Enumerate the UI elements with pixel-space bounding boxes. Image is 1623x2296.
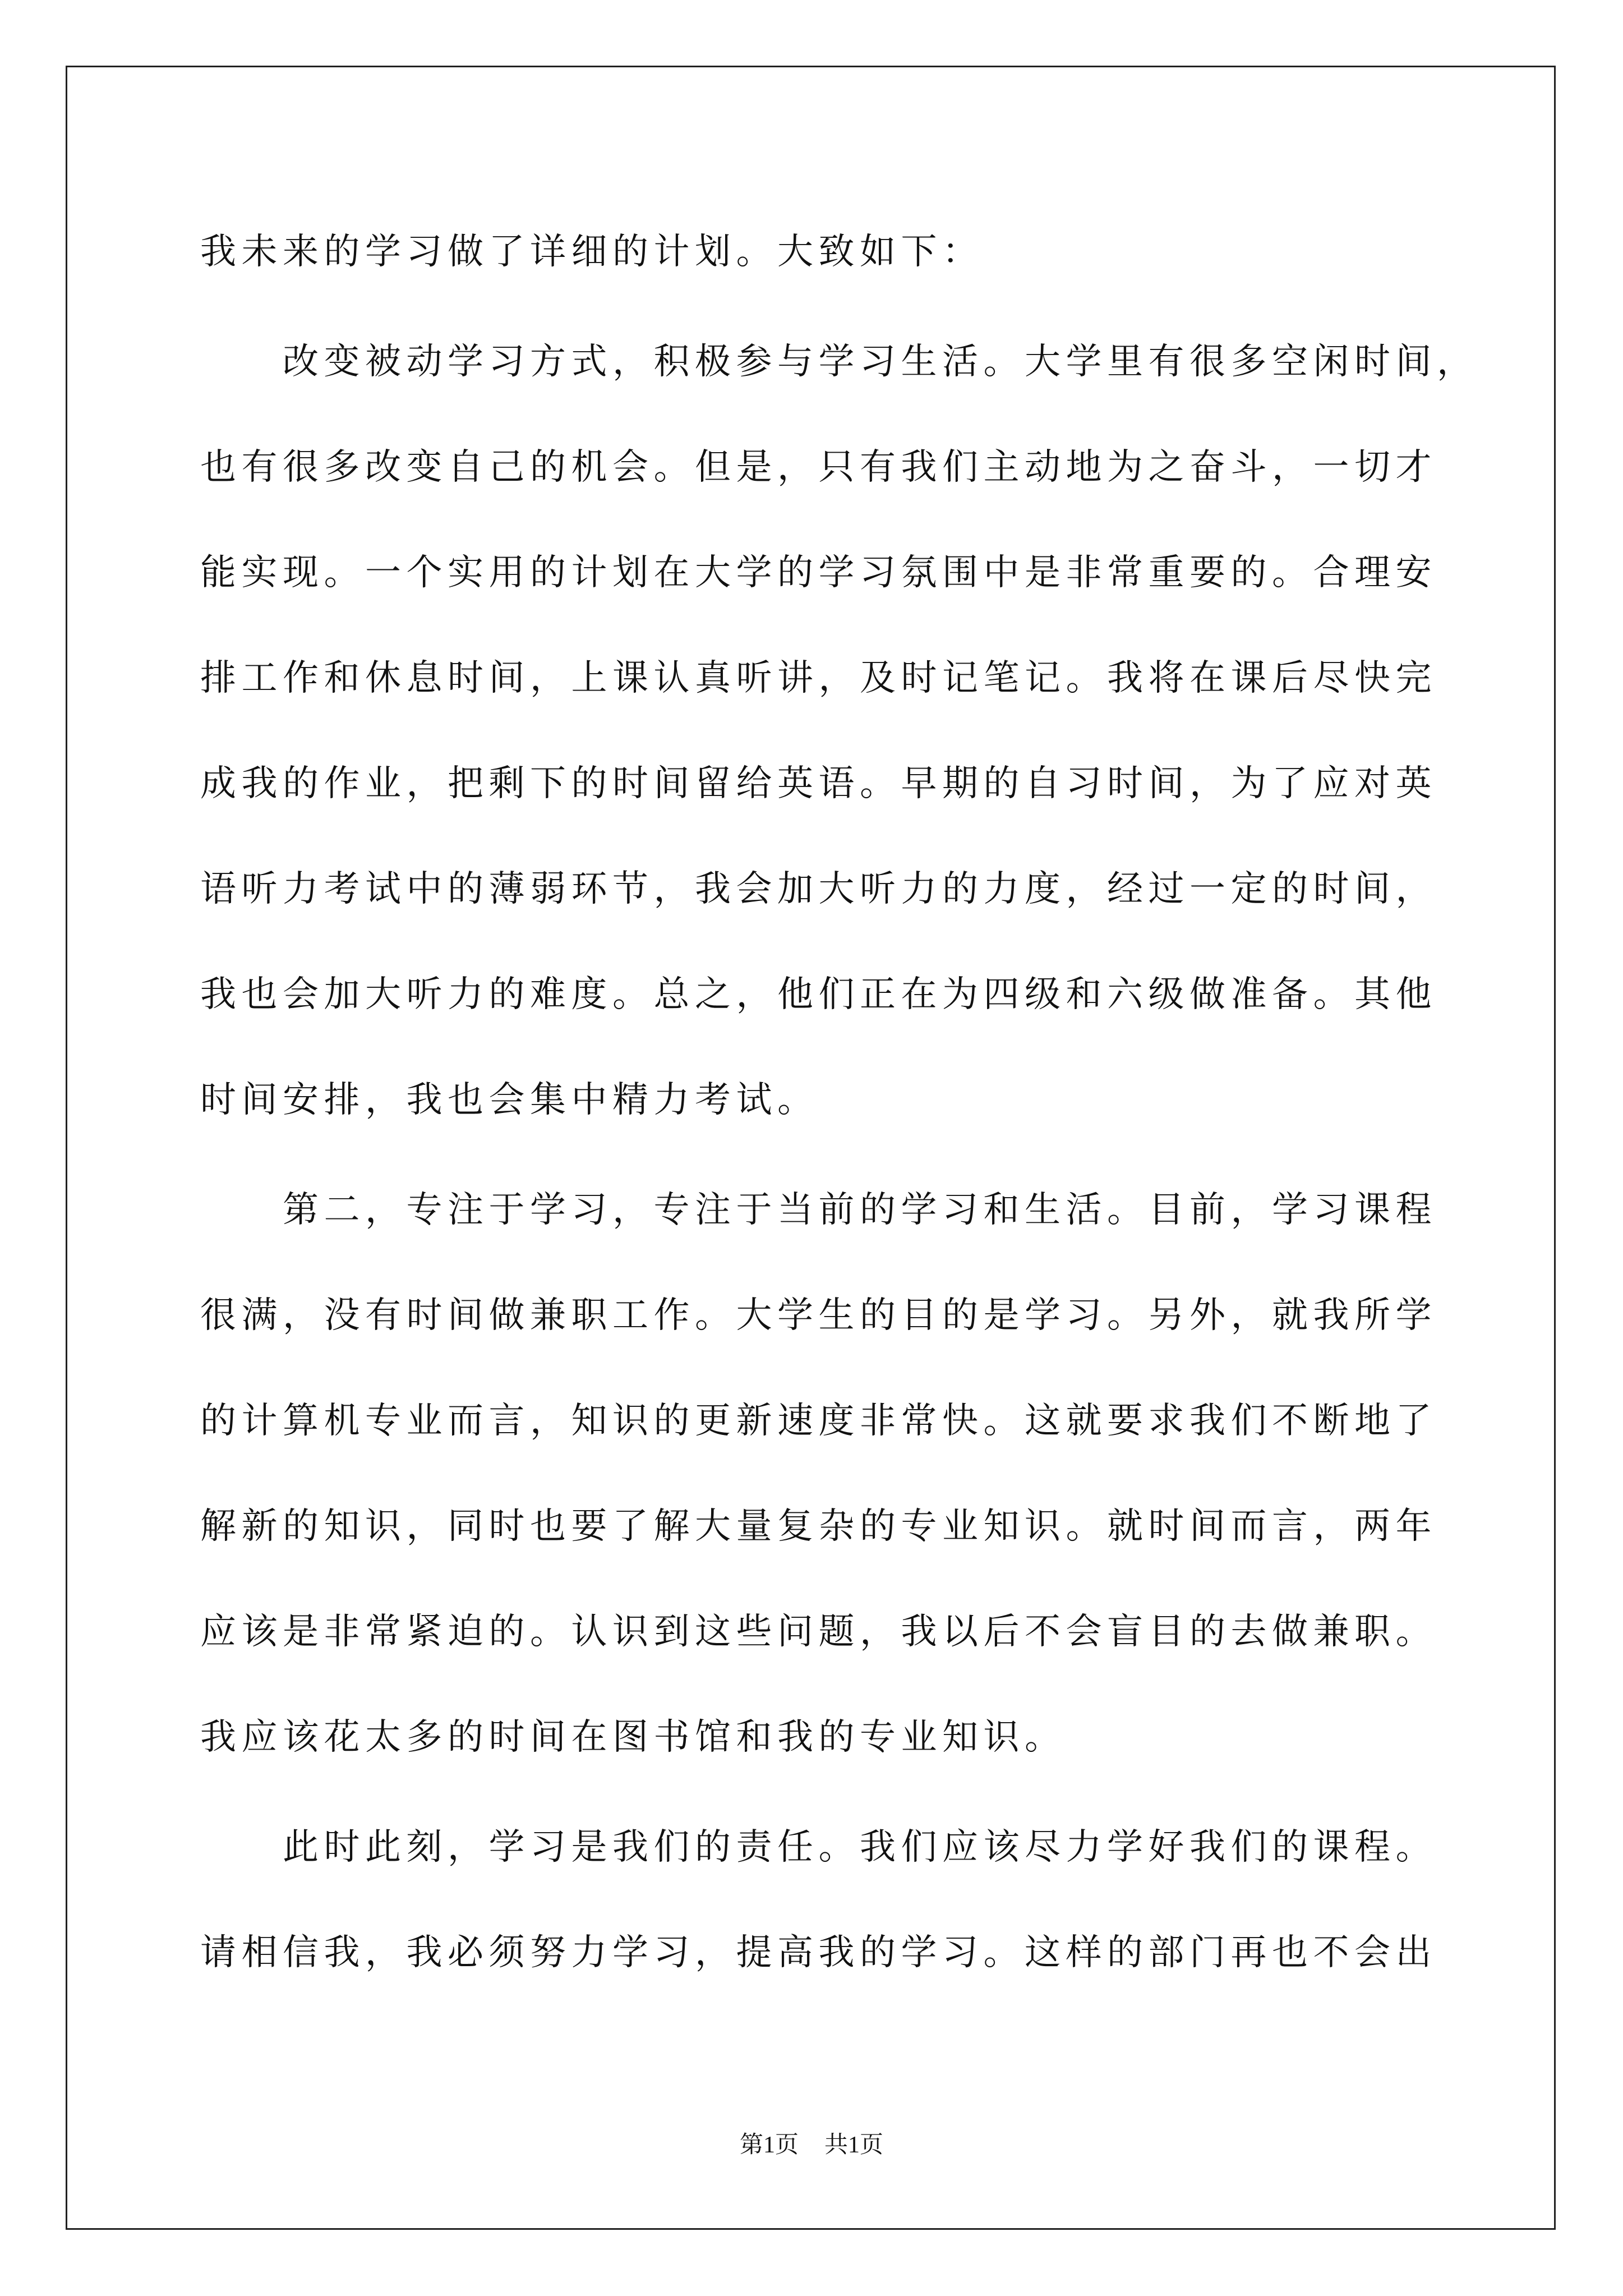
text-line: 也有很多改变自己的机会。但是，只有我们主动地为之奋斗，一切才 xyxy=(200,447,1437,488)
paragraph xyxy=(200,1795,1535,2005)
paragraph xyxy=(200,1157,1535,1790)
text-line: 语听力考试中的薄弱环节，我会加大听力的力度，经过一定的时间， xyxy=(200,868,1437,910)
paragraph xyxy=(200,199,1535,305)
text-line: 我未来的学习做了详细的计划。大致如下： xyxy=(200,231,984,273)
document-body xyxy=(200,199,1535,2005)
text-line: 时间安排，我也会集中精力考试。 xyxy=(200,1079,819,1121)
text-line: 应该是非常紧迫的。认识到这些问题，我以后不会盲目的去做兼职。 xyxy=(200,1611,1437,1653)
text-line: 排工作和休息时间，上课认真听讲，及时记笔记。我将在课后尽快完 xyxy=(200,657,1437,699)
text-line: 成我的作业，把剩下的时间留给英语。早期的自习时间，为了应对英 xyxy=(200,763,1437,804)
text-line: 我应该花太多的时间在图书馆和我的专业知识。 xyxy=(200,1717,1066,1758)
text-line: 很满，没有时间做兼职工作。大学生的目的是学习。另外，就我所学 xyxy=(200,1295,1437,1336)
page-number: 第1页 xyxy=(739,2132,799,2158)
text-line: 此时此刻，学习是我们的责任。我们应该尽力学好我们的课程。 xyxy=(283,1826,1437,1868)
text-line: 第二，专注于学习，专注于当前的学习和生活。目前，学习课程 xyxy=(283,1189,1437,1231)
page-footer xyxy=(0,2129,1623,2161)
text-line: 的计算机专业而言，知识的更新速度非常快。这就要求我们不断地了 xyxy=(200,1400,1437,1442)
text-line: 改变被动学习方式，积极参与学习生活。大学里有很多空闲时间， xyxy=(283,341,1478,383)
text-line: 能实现。一个实用的计划在大学的学习氛围中是非常重要的。合理安 xyxy=(200,552,1437,593)
text-line: 我也会加大听力的难度。总之，他们正在为四级和六级做准备。其他 xyxy=(200,974,1437,1015)
paragraph xyxy=(200,309,1535,1153)
text-line: 请相信我，我必须努力学习，提高我的学习。这样的部门再也不会出 xyxy=(200,1932,1437,1973)
text-line: 解新的知识，同时也要了解大量复杂的专业知识。就时间而言，两年 xyxy=(200,1506,1437,1547)
page-total: 共1页 xyxy=(824,2132,884,2158)
